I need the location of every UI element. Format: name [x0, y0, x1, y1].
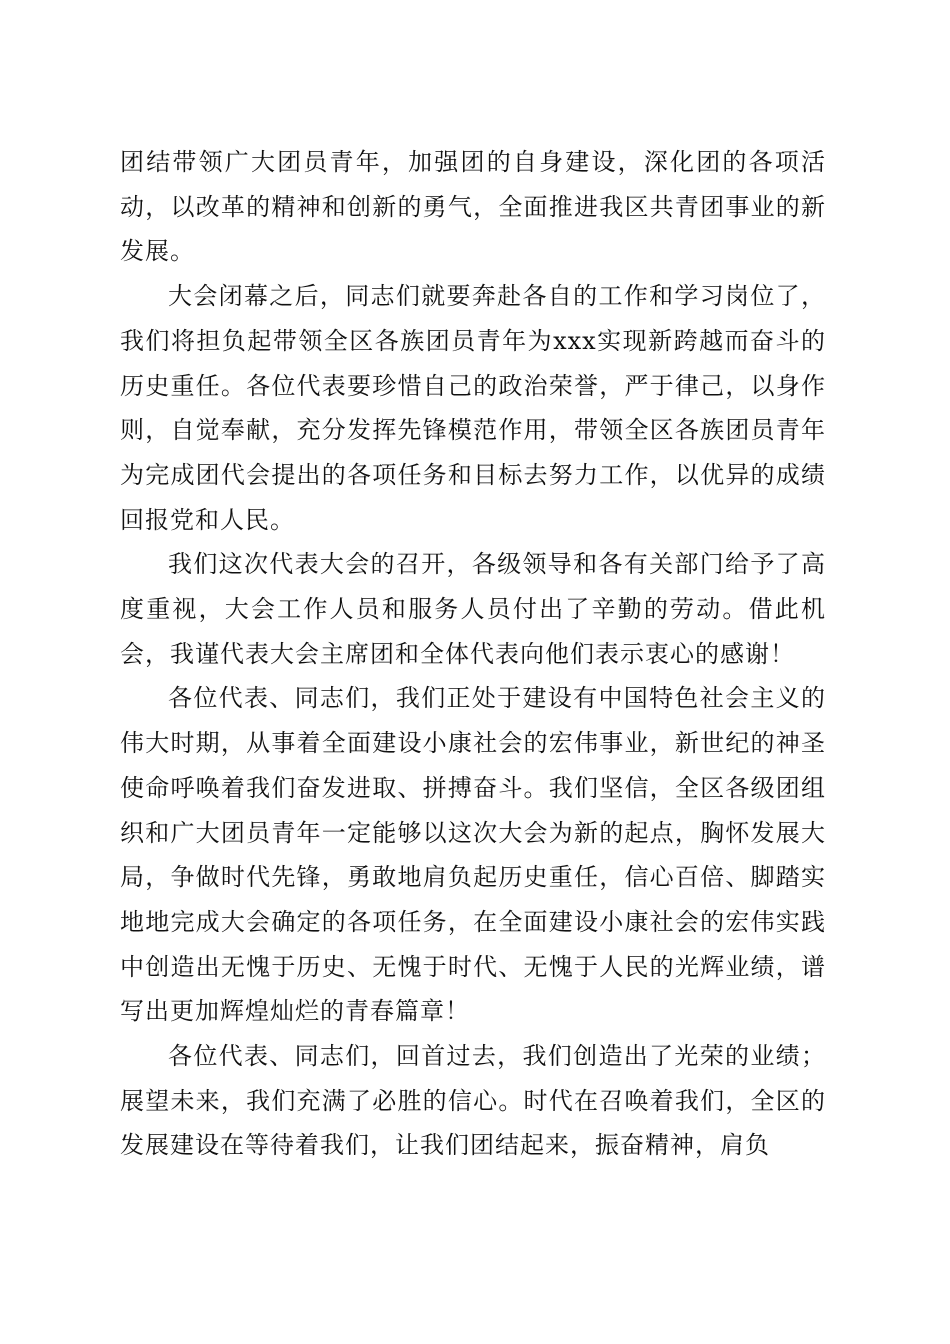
paragraph-mission: 各位代表、同志们，我们正处于建设有中国特色社会主义的伟大时期，从事着全面建设小康社会的宏伟事业，新世纪的神圣使命呼唤着我们奋发进取、拼搏奋斗。我们坚信，全区各级团组织和广大团员青年一定能够以这次大会为新的起点，胸怀发展大局，争做时代先锋，勇敢地肩负起历史重任，信心百倍、脚踏实地地完成大会确定的各项任务，在全面建设小康社会的宏伟实践中创造出无愧于历史、无愧于时代、无愧于人民的光辉业绩，谱写出更加辉煌灿烂的青春篇章！: [120, 684, 826, 1026]
paragraph-closing-duties: 大会闭幕之后，同志们就要奔赴各自的工作和学习岗位了，我们将担负起带领全区各族团员青年为xxx实现新跨越而奋斗的历史重任。各位代表要珍惜自己的政治荣誉，严于律己，以身作则，自觉奉献，充分发挥先锋模范作用，带领全区各族团员青年为完成团代会提出的各项任务和目标去努力工作，以优异的成绩回报党和人民。: [120, 282, 826, 534]
paragraph-thanks: 我们这次代表大会的召开，各级领导和各有关部门给予了高度重视，大会工作人员和服务人员付出了辛勤的劳动。借此机会，我谨代表大会主席团和全体代表向他们表示衷心的感谢！: [120, 550, 826, 668]
paragraph-future: 各位代表、同志们，回首过去，我们创造出了光荣的业绩；展望未来，我们充满了必胜的信心。时代在召唤着我们，全区的发展建设在等待着我们，让我们团结起来，振奋精神，肩负: [120, 1042, 826, 1160]
paragraph-continuation: 团结带领广大团员青年，加强团的自身建设，深化团的各项活动，以改革的精神和创新的勇气，全面推进我区共青团事业的新发展。: [120, 148, 826, 266]
document-body: [120, 140, 826, 1168]
